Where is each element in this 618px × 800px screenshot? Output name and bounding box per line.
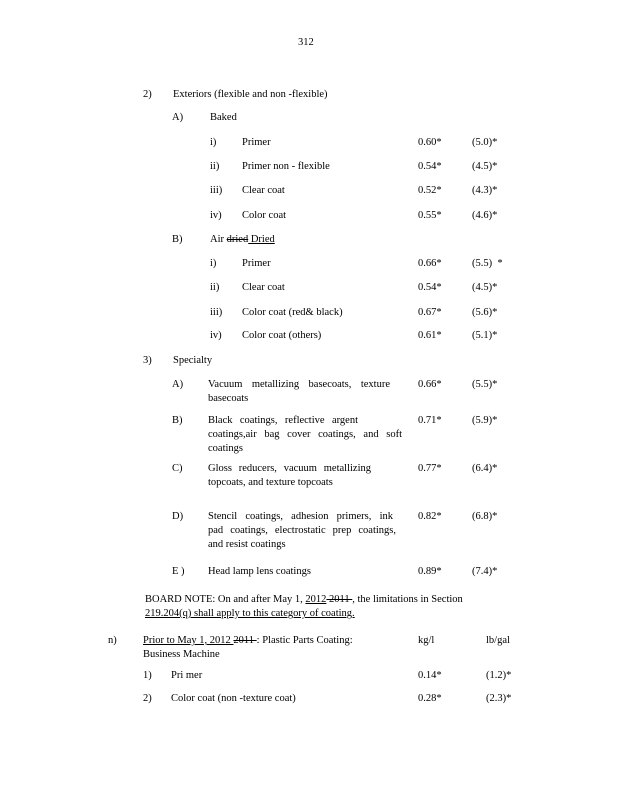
item-description-line: Stencil coatings, adhesion primers, ink xyxy=(208,511,393,522)
item-kgl-value: 0.54* xyxy=(418,161,442,172)
item-label: Primer non - flexible xyxy=(242,161,330,172)
item-kgl-value: 0.61* xyxy=(418,330,442,341)
item-description-line: Gloss reducers, vacuum metallizing xyxy=(208,463,371,474)
board-note-line-2: 219.204(q) shall apply to this category of coating. xyxy=(145,608,355,619)
deleted-text: dried xyxy=(226,234,249,245)
item-label: Clear coat xyxy=(242,185,285,196)
item-letter: D) xyxy=(172,511,184,522)
item-description-line: coatings xyxy=(208,443,243,454)
item-lbgal-value: (4.6)* xyxy=(472,210,498,221)
item-letter: A) xyxy=(172,379,184,390)
deleted-year: 2011 xyxy=(326,594,353,605)
section-2-title: Exteriors (flexible and non -flexible) xyxy=(173,89,328,100)
deleted-year: 2011 xyxy=(233,635,257,646)
item-kgl-value: 0.52* xyxy=(418,185,442,196)
section-n-title-line-2: Business Machine xyxy=(143,649,220,660)
title-text: : Plastic Parts Coating: xyxy=(256,635,353,646)
item-number: ii) xyxy=(210,161,220,172)
item-number: i) xyxy=(210,258,217,269)
item-description-line: topcoats, and texture topcoats xyxy=(208,477,333,488)
item-lbgal-value: (5.5) * xyxy=(472,258,503,269)
item-label: Color coat xyxy=(242,210,287,221)
item-letter: C) xyxy=(172,463,183,474)
item-label: Color coat (red& black) xyxy=(242,307,343,318)
item-kgl-value: 0.14* xyxy=(418,670,442,681)
item-lbgal-value: (4.5)* xyxy=(472,161,498,172)
item-number: iii) xyxy=(210,307,223,318)
item-kgl-value: 0.55* xyxy=(418,210,442,221)
item-label: Primer xyxy=(242,258,271,269)
item-label: Pri mer xyxy=(171,670,203,681)
section-3-title: Specialty xyxy=(173,355,213,366)
board-note-text: , the limitations in Section xyxy=(352,594,463,605)
item-kgl-value: 0.77* xyxy=(418,463,442,474)
item-lbgal-value: (6.8)* xyxy=(472,511,498,522)
item-kgl-value: 0.71* xyxy=(418,415,442,426)
item-description-line: pad coatings, electrostatic prep coatings, xyxy=(208,525,396,536)
item-lbgal-value: (4.3)* xyxy=(472,185,498,196)
item-number: iv) xyxy=(210,330,222,341)
subsection-2a-letter: A) xyxy=(172,112,184,123)
item-kgl-value: 0.67* xyxy=(418,307,442,318)
item-number: i) xyxy=(210,137,217,148)
item-number: ii) xyxy=(210,282,220,293)
item-kgl-value: 0.89* xyxy=(418,566,442,577)
item-label: Clear coat xyxy=(242,282,285,293)
item-kgl-value: 0.60* xyxy=(418,137,442,148)
item-kgl-value: 0.66* xyxy=(418,379,442,390)
item-number: iv) xyxy=(210,210,222,221)
item-lbgal-value: (4.5)* xyxy=(472,282,498,293)
item-description-line: basecoats xyxy=(208,393,249,404)
item-letter: E ) xyxy=(172,566,185,577)
item-number: 1) xyxy=(143,670,152,681)
section-n-title xyxy=(143,634,353,648)
item-lbgal-value: (1.2)* xyxy=(486,670,512,681)
item-label: Primer xyxy=(242,137,271,148)
item-kgl-value: 0.54* xyxy=(418,282,442,293)
item-kgl-value: 0.28* xyxy=(418,693,442,704)
label-text: Air xyxy=(210,234,227,245)
section-n-label: n) xyxy=(108,635,117,646)
item-lbgal-value: (5.1)* xyxy=(472,330,498,341)
item-label: Color coat (others) xyxy=(242,330,322,341)
subsection-2a-label: Baked xyxy=(210,112,237,123)
unit-lbgal-header: lb/gal xyxy=(486,635,510,646)
inserted-text: Dried xyxy=(248,234,275,245)
item-lbgal-value: (2.3)* xyxy=(486,693,512,704)
item-description-line: Head lamp lens coatings xyxy=(208,566,311,577)
item-number: iii) xyxy=(210,185,223,196)
board-note xyxy=(145,593,463,607)
subsection-2b-letter: B) xyxy=(172,234,183,245)
board-note-text: BOARD NOTE: On and after May 1, xyxy=(145,594,306,605)
page-number: 312 xyxy=(298,37,314,48)
item-kgl-value: 0.82* xyxy=(418,511,442,522)
item-letter: B) xyxy=(172,415,183,426)
item-lbgal-value: (5.6)* xyxy=(472,307,498,318)
item-lbgal-value: (6.4)* xyxy=(472,463,498,474)
item-description-line: coatings,air bag cover coatings, and soft xyxy=(208,429,402,440)
item-kgl-value: 0.66* xyxy=(418,258,442,269)
item-description-line: Black coatings, reflective argent xyxy=(208,415,358,426)
inserted-date: 2012 xyxy=(305,594,327,605)
item-number: 2) xyxy=(143,693,152,704)
item-description-line: Vacuum metallizing basecoats, texture xyxy=(208,379,390,390)
item-lbgal-value: (5.5)* xyxy=(472,379,498,390)
section-2-number: 2) xyxy=(143,89,152,100)
inserted-text: Prior to May 1, 2012 xyxy=(143,635,234,646)
section-3-number: 3) xyxy=(143,355,152,366)
item-description-line: and resist coatings xyxy=(208,539,286,550)
unit-kgl-header: kg/l xyxy=(418,635,435,646)
item-lbgal-value: (5.9)* xyxy=(472,415,498,426)
item-lbgal-value: (7.4)* xyxy=(472,566,498,577)
item-lbgal-value: (5.0)* xyxy=(472,137,498,148)
item-label: Color coat (non -texture coat) xyxy=(171,693,296,704)
subsection-2b-label xyxy=(210,233,275,247)
